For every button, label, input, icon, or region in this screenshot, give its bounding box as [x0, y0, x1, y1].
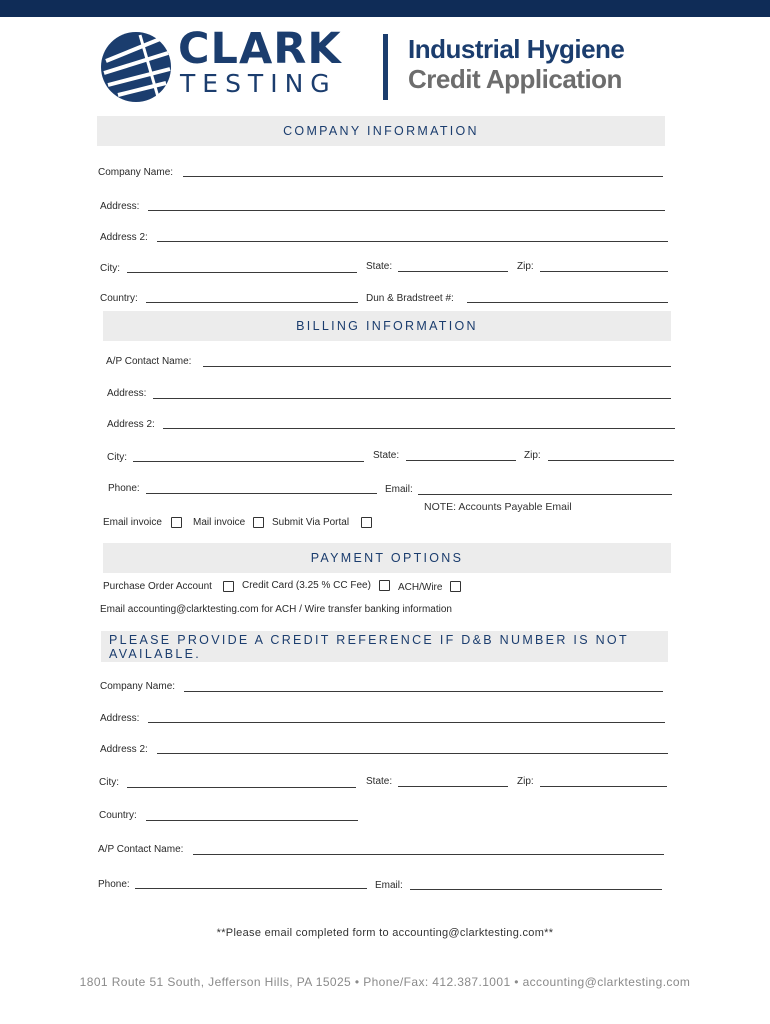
footer-address: 1801 Route 51 South, Jefferson Hills, PA 15025 • Phone/Fax: 412.387.1001 • accounting@clarktesting.com: [79, 975, 691, 989]
company-state-field[interactable]: [398, 271, 508, 272]
company-name-field[interactable]: [183, 176, 663, 177]
email-invoice-checkbox[interactable]: [171, 517, 182, 528]
title-divider: [383, 34, 388, 100]
company-city-label: City:: [100, 263, 120, 274]
doc-title-line2: Credit Application: [408, 64, 622, 94]
company-address2-label: Address 2:: [100, 232, 148, 243]
ref-ap-contact-label: A/P Contact Name:: [98, 844, 184, 855]
billing-city-field[interactable]: [133, 461, 364, 462]
mail-invoice-checkbox[interactable]: [253, 517, 264, 528]
billing-zip-label: Zip:: [524, 450, 541, 461]
ref-address2-field[interactable]: [157, 753, 668, 754]
ach-wire-checkbox[interactable]: [450, 581, 461, 592]
billing-email-label: Email:: [385, 484, 413, 495]
ref-zip-label: Zip:: [517, 776, 534, 787]
billing-zip-field[interactable]: [548, 460, 674, 461]
mail-invoice-label: Mail invoice: [193, 517, 246, 528]
clark-logo-icon: [100, 31, 172, 103]
billing-address-label: Address:: [107, 388, 147, 399]
billing-state-field[interactable]: [406, 460, 516, 461]
submit-portal-checkbox[interactable]: [361, 517, 372, 528]
company-state-label: State:: [366, 261, 393, 272]
company-section-heading: COMPANY INFORMATION: [97, 116, 665, 146]
credit-card-checkbox[interactable]: [379, 580, 390, 591]
po-account-label: Purchase Order Account: [103, 581, 212, 592]
ref-ap-contact-field[interactable]: [193, 854, 664, 855]
company-address-label: Address:: [100, 201, 140, 212]
billing-address2-label: Address 2:: [107, 419, 155, 430]
company-address2-field[interactable]: [157, 241, 668, 242]
ref-phone-field[interactable]: [135, 888, 367, 889]
ref-address2-label: Address 2:: [100, 744, 148, 755]
ref-zip-field[interactable]: [540, 786, 667, 787]
ref-email-field[interactable]: [410, 889, 662, 890]
ref-company-name-field[interactable]: [184, 691, 663, 692]
submit-portal-label: Submit Via Portal: [272, 517, 350, 528]
billing-email-note: NOTE: Accounts Payable Email: [424, 501, 572, 513]
billing-phone-label: Phone:: [108, 483, 140, 494]
billing-address-field[interactable]: [153, 398, 671, 399]
ref-country-field[interactable]: [146, 820, 358, 821]
top-bar: [0, 0, 770, 17]
ref-phone-label: Phone:: [98, 879, 130, 890]
billing-email-field[interactable]: [418, 494, 672, 495]
company-dnb-field[interactable]: [467, 302, 668, 303]
company-zip-label: Zip:: [517, 261, 534, 272]
billing-city-label: City:: [107, 452, 127, 463]
company-name-label: Company Name:: [98, 167, 174, 178]
company-country-label: Country:: [100, 293, 138, 304]
company-zip-field[interactable]: [540, 271, 668, 272]
company-country-field[interactable]: [146, 302, 358, 303]
email-invoice-label: Email invoice: [103, 517, 162, 528]
ach-wire-label: ACH/Wire: [398, 582, 443, 593]
billing-ap-contact-field[interactable]: [203, 366, 671, 367]
ref-state-label: State:: [366, 776, 393, 787]
credit-card-label: Credit Card (3.25 % CC Fee): [242, 580, 371, 591]
billing-section-heading: BILLING INFORMATION: [103, 311, 671, 341]
billing-phone-field[interactable]: [146, 493, 377, 494]
po-account-checkbox[interactable]: [223, 581, 234, 592]
ref-address-field[interactable]: [148, 722, 665, 723]
ach-email-note: Email accounting@clarktesting.com for ACH / Wire transfer banking information: [100, 604, 452, 615]
company-dnb-label: Dun & Bradstreet #:: [366, 293, 454, 304]
ref-email-label: Email:: [375, 880, 403, 891]
ref-city-label: City:: [99, 777, 119, 788]
submission-instruction: **Please email completed form to accounting@clarktesting.com**: [216, 927, 554, 939]
company-address-field[interactable]: [148, 210, 665, 211]
ref-address-label: Address:: [100, 713, 140, 724]
billing-state-label: State:: [373, 450, 400, 461]
ref-country-label: Country:: [99, 810, 137, 821]
ref-city-field[interactable]: [127, 787, 356, 788]
ref-state-field[interactable]: [398, 786, 508, 787]
brand-name-top: CLARK: [178, 24, 342, 74]
doc-title-line1: Industrial Hygiene: [408, 34, 625, 64]
ref-company-name-label: Company Name:: [100, 681, 176, 692]
billing-address2-field[interactable]: [163, 428, 675, 429]
billing-ap-contact-label: A/P Contact Name:: [106, 356, 192, 367]
reference-section-heading: PLEASE PROVIDE A CREDIT REFERENCE IF D&B NUMBER IS NOT AVAILABLE.: [101, 631, 668, 662]
company-city-field[interactable]: [127, 272, 357, 273]
payment-section-heading: PAYMENT OPTIONS: [103, 543, 671, 573]
brand-name-bottom: TESTING: [180, 69, 337, 98]
